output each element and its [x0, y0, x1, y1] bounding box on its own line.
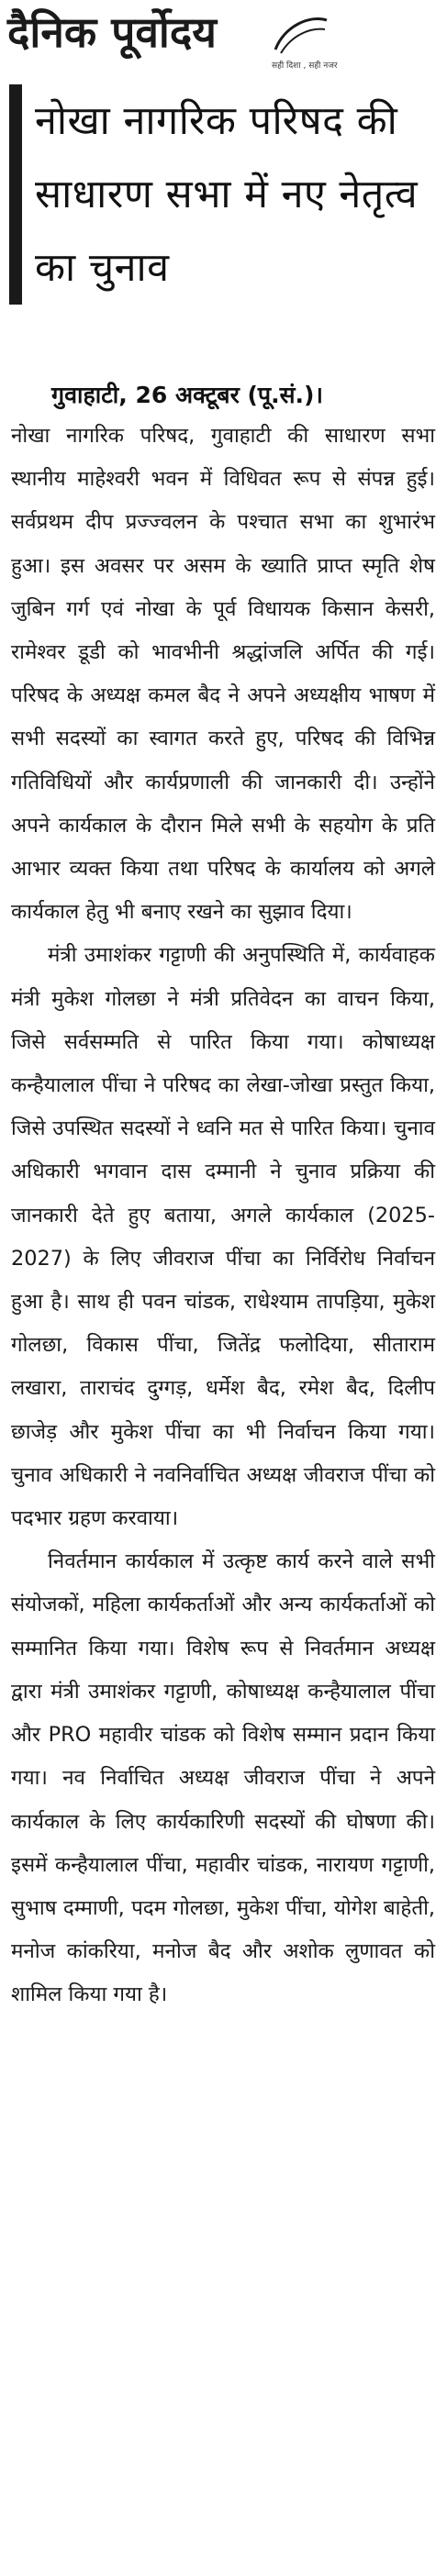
article-body	[11, 415, 435, 2017]
sunrise-swirl-logo-icon	[268, 7, 332, 62]
masthead	[0, 0, 447, 79]
newspaper-name: दैनिक पूर्वोदय	[7, 7, 217, 57]
headline-block	[9, 84, 441, 305]
newspaper-tagline: सही दिशा , सही नजर	[272, 61, 338, 71]
article-paragraph-2: मंत्री उमाशंकर गट्टाणी की अनुपस्थिति में, कार्यवाहक मंत्री मुकेश गोलछा ने मंत्री प्रतिवेदन का वाचन किया, जिसे सर्वसम्मति से पारित किया गया। कोषाध्यक्ष कन्हैयालाल पींचा ने परिषद का लेखा-जोखा प्रस्तुत किया, जिसे उपस्थित सदस्यों ने ध्वनि मत से पारित किया। चुनाव अधिकारी भगवान दास दम्मानी ने चुनाव प्रक्रिया की जानकारी देते हुए बताया, अगले कार्यकाल (2025-2027) के लिए जीवराज पींचा का निर्विरोध निर्वाचन हुआ है। साथ ही पवन चांडक, राधेश्याम तापड़िया, मुकेश गोलछा, विकास पींचा, जितेंद्र फलोदिया, सीताराम लखारा, ताराचंद दुग्गड़, धर्मेश बैद, रमेश बैद, दिलीप छाजेड़ और मुकेश पींचा का भी निर्वाचन किया गया। चुनाव अधिकारी ने नवनिर्वाचित अध्यक्ष जीवराज पींचा को पदभार ग्रहण करवाया।	[11, 943, 435, 1531]
article-paragraph-1: नोखा नागरिक परिषद, गुवाहाटी की साधारण सभा स्थानीय माहेश्वरी भवन में विधिवत रूप से संपन्न हुई। सर्वप्रथम दीप प्रज्ज्वलन के पश्चात सभा का शुभारंभ हुआ। इस अवसर पर असम के ख्याति प्राप्त स्मृति शेष जुबिन गर्ग एवं नोखा के पूर्व विधायक किसान केसरी, रामेश्वर डूडी को भावभीनी श्रद्धांजलि अर्पित की गई। परिषद के अध्यक्ष कमल बैद ने अपने अध्यक्षीय भाषण में सभी सदस्यों का स्वागत करते हुए, परिषद की विभिन्न गतिविधियों और कार्यप्रणाली की जानकारी दी। उन्होंने अपने कार्यकाल के दौरान मिले सभी के सहयोग के प्रति आभार व्यक्त किया तथा परिषद के कार्यालय को अगले कार्यकाल हेतु भी बनाए रखने का सुझाव दिया।	[11, 424, 435, 925]
article-headline: नोखा नागरिक परिषद की साधारण सभा में नए नेतृत्व का चुनाव	[35, 98, 419, 291]
article-dateline: गुवाहाटी, 26 अक्टूबर (पू.सं.)।	[51, 382, 323, 408]
article-paragraph-3: निवर्तमान कार्यकाल में उत्कृष्ट कार्य करने वाले सभी संयोजकों, महिला कार्यकर्ताओं और अन्य कार्यकर्ताओं को सम्मानित किया गया। विशेष रूप से निवर्तमान अध्यक्ष द्वारा मंत्री उमाशंकर गट्टाणी, कोषाध्यक्ष कन्हैयालाल पींचा और PRO महावीर चांडक को विशेष सम्मान प्रदान किया गया। नव निर्वाचित अध्यक्ष जीवराज पींचा ने अपने कार्यकाल के लिए कार्यकारिणी सदस्यों की घोषणा की। इसमें कन्हैयालाल पींचा, महावीर चांडक, नारायण गट्टाणी, सुभाष दम्माणी, पदम गोलछा, मुकेश पींचा, योगेश बाहेती, मनोज कांकरिया, मनोज बैद और अशोक लुणावत को शामिल किया गया है।	[11, 1549, 435, 2007]
